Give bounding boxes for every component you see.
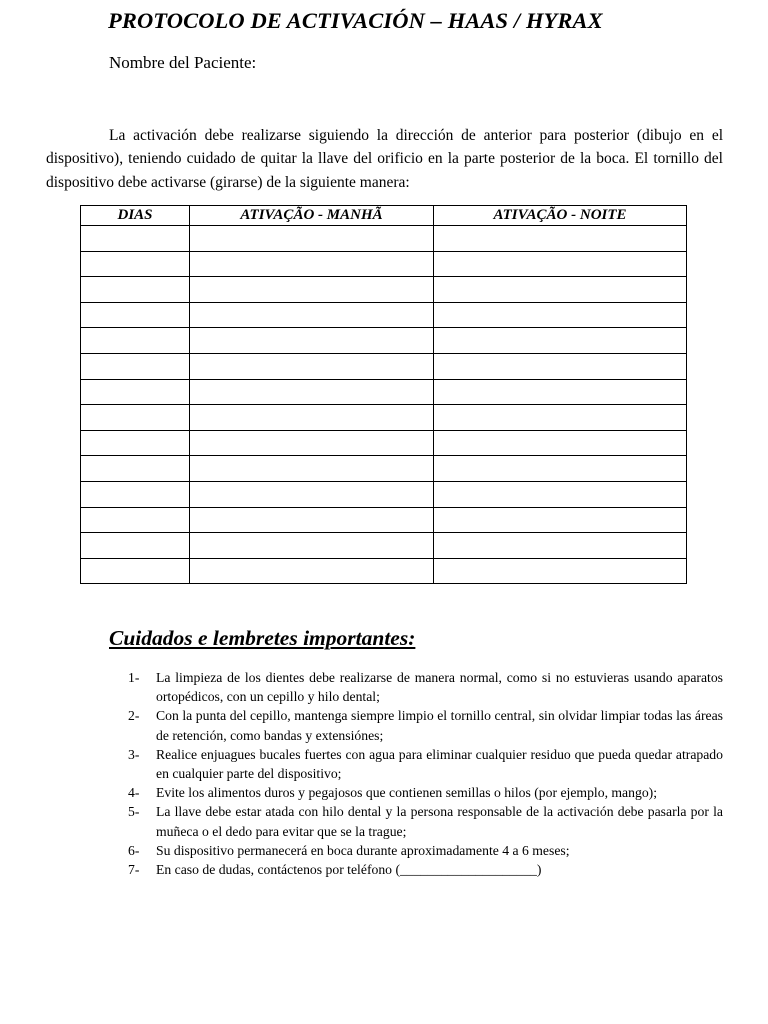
list-item-number: 3- (128, 746, 140, 762)
night-cell[interactable] (434, 507, 687, 533)
table-row (81, 456, 687, 482)
night-cell[interactable] (434, 533, 687, 559)
list-item (128, 783, 723, 802)
night-cell[interactable] (434, 353, 687, 379)
night-cell[interactable] (434, 302, 687, 328)
day-cell[interactable] (81, 430, 190, 456)
list-item (128, 841, 723, 860)
day-cell[interactable] (81, 302, 190, 328)
night-cell[interactable] (434, 328, 687, 354)
activation-schedule-table (80, 205, 687, 584)
list-item-number: 1- (128, 670, 140, 685)
morning-cell[interactable] (190, 277, 434, 303)
list-item-text: La limpieza de los dientes debe realizarse de manera normal, como si no estuvieras usando aparatos ortopédicos, con un cepillo y hilo dental; (156, 670, 723, 705)
day-cell[interactable] (81, 277, 190, 303)
column-header-days: DIAS (81, 206, 190, 226)
morning-cell[interactable] (190, 456, 434, 482)
day-cell[interactable] (81, 328, 190, 354)
day-cell[interactable] (81, 353, 190, 379)
night-cell[interactable] (434, 251, 687, 277)
care-instructions-list (128, 668, 723, 879)
list-item-number: 7- (128, 862, 140, 878)
document-title: PROTOCOLO DE ACTIVACIÓN – HAAS / HYRAX (108, 8, 603, 33)
list-item (128, 860, 723, 879)
table-row (81, 379, 687, 405)
table-row (81, 430, 687, 456)
schedule-table-body (81, 226, 687, 584)
day-cell[interactable] (81, 558, 190, 584)
instructions-paragraph: La activación debe realizarse siguiendo la dirección de anterior para posterior (dibujo en el dispositivo), teniendo cuidado de quitar la llave del orificio en la parte posterior de la boca. El tornillo del dispositivo debe activarse (girarse) de la siguiente manera: (46, 127, 723, 191)
night-cell[interactable] (434, 558, 687, 584)
morning-cell[interactable] (190, 481, 434, 507)
list-item-text: La llave debe estar atada con hilo dental y la persona responsable de la activación debe pasarla por la muñeca o el dedo para evitar que se la trague; (156, 804, 723, 839)
day-cell[interactable] (81, 379, 190, 405)
morning-cell[interactable] (190, 379, 434, 405)
morning-cell[interactable] (190, 302, 434, 328)
night-cell[interactable] (434, 277, 687, 303)
table-row (81, 302, 687, 328)
list-item (128, 706, 723, 744)
list-item-text: Con la punta del cepillo, mantenga siempre limpio el tornillo central, sin olvidar limpiar todas las áreas de retención, como bandas y extensiónes; (156, 708, 723, 743)
day-cell[interactable] (81, 533, 190, 559)
list-item-number: 4- (128, 785, 140, 801)
night-cell[interactable] (434, 226, 687, 252)
table-row (81, 558, 687, 584)
night-cell[interactable] (434, 379, 687, 405)
day-cell[interactable] (81, 251, 190, 277)
morning-cell[interactable] (190, 533, 434, 559)
list-item-number: 2- (128, 708, 140, 724)
list-item-number: 5- (128, 804, 140, 820)
list-item-text: En caso de dudas, contáctenos por teléfono (____________________) (156, 862, 542, 878)
table-row (81, 481, 687, 507)
table-row (81, 251, 687, 277)
day-cell[interactable] (81, 481, 190, 507)
table-row (81, 328, 687, 354)
morning-cell[interactable] (190, 430, 434, 456)
night-cell[interactable] (434, 405, 687, 431)
morning-cell[interactable] (190, 353, 434, 379)
table-row (81, 507, 687, 533)
list-item-text: Realice enjuagues bucales fuertes con agua para eliminar cualquier residuo que pueda quedar atrapado en cualquier parte del dispositivo; (156, 746, 723, 782)
list-item (128, 802, 723, 840)
patient-name-label: Nombre del Paciente: (109, 53, 257, 72)
list-item (128, 668, 723, 706)
list-item-text: Su dispositivo permanecerá en boca durante aproximadamente 4 a 6 meses; (156, 842, 570, 858)
night-cell[interactable] (434, 481, 687, 507)
table-row (81, 277, 687, 303)
list-item (128, 745, 723, 783)
list-item-text: Evite los alimentos duros y pegajosos que contienen semillas o hilos (por ejemplo, mango); (156, 785, 658, 801)
day-cell[interactable] (81, 226, 190, 252)
morning-cell[interactable] (190, 507, 434, 533)
table-row (81, 533, 687, 559)
care-section-title: Cuidados e lembretes importantes: (109, 626, 416, 650)
night-cell[interactable] (434, 456, 687, 482)
table-row (81, 353, 687, 379)
day-cell[interactable] (81, 507, 190, 533)
table-row (81, 226, 687, 252)
morning-cell[interactable] (190, 558, 434, 584)
list-item-number: 6- (128, 842, 140, 858)
day-cell[interactable] (81, 405, 190, 431)
table-header-row (81, 206, 687, 226)
morning-cell[interactable] (190, 328, 434, 354)
morning-cell[interactable] (190, 251, 434, 277)
day-cell[interactable] (81, 456, 190, 482)
column-header-morning-activation: ATIVAÇÃO - MANHÃ (190, 206, 434, 226)
morning-cell[interactable] (190, 226, 434, 252)
morning-cell[interactable] (190, 405, 434, 431)
night-cell[interactable] (434, 430, 687, 456)
column-header-night-activation: ATIVAÇÃO - NOITE (434, 206, 687, 226)
table-row (81, 405, 687, 431)
